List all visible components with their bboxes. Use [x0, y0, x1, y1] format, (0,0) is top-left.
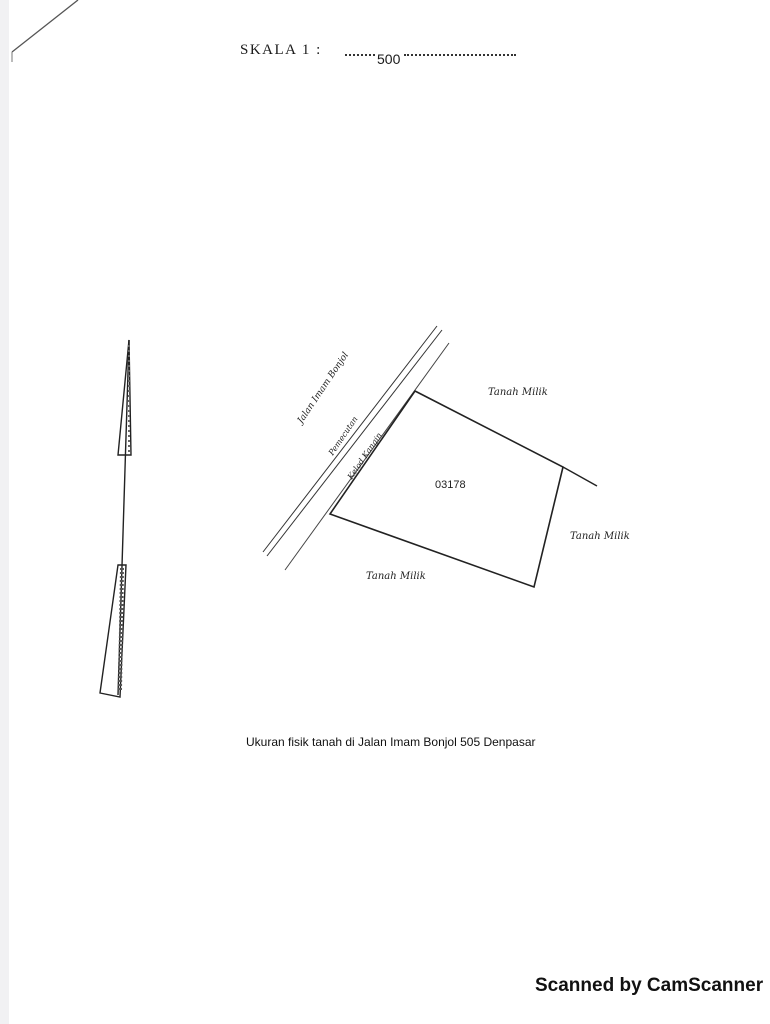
boundary-south-label: Tanah Milik: [366, 571, 426, 582]
scale-label: SKALA 1 :: [240, 42, 322, 58]
map-caption: Ukuran fisik tanah di Jalan Imam Bonjol 505 Denpasar: [246, 735, 536, 749]
boundary-east-label: Tanah Milik: [570, 531, 630, 542]
road-subdistrict-label: Pemecutan: [327, 414, 360, 458]
scanner-watermark: Scanned by CamScanner: [535, 975, 764, 996]
north-arrow-icon: [100, 340, 131, 697]
scale-value: 500: [377, 51, 401, 67]
road-name-label: Jalan Imam Bonjol: [296, 350, 352, 426]
parcel-number: 03178: [435, 479, 466, 491]
road-village-label: Kelod Kangin: [346, 431, 384, 482]
boundary-north-label: Tanah Milik: [488, 387, 548, 398]
road-jalan-imam-bonjol: [263, 326, 449, 570]
